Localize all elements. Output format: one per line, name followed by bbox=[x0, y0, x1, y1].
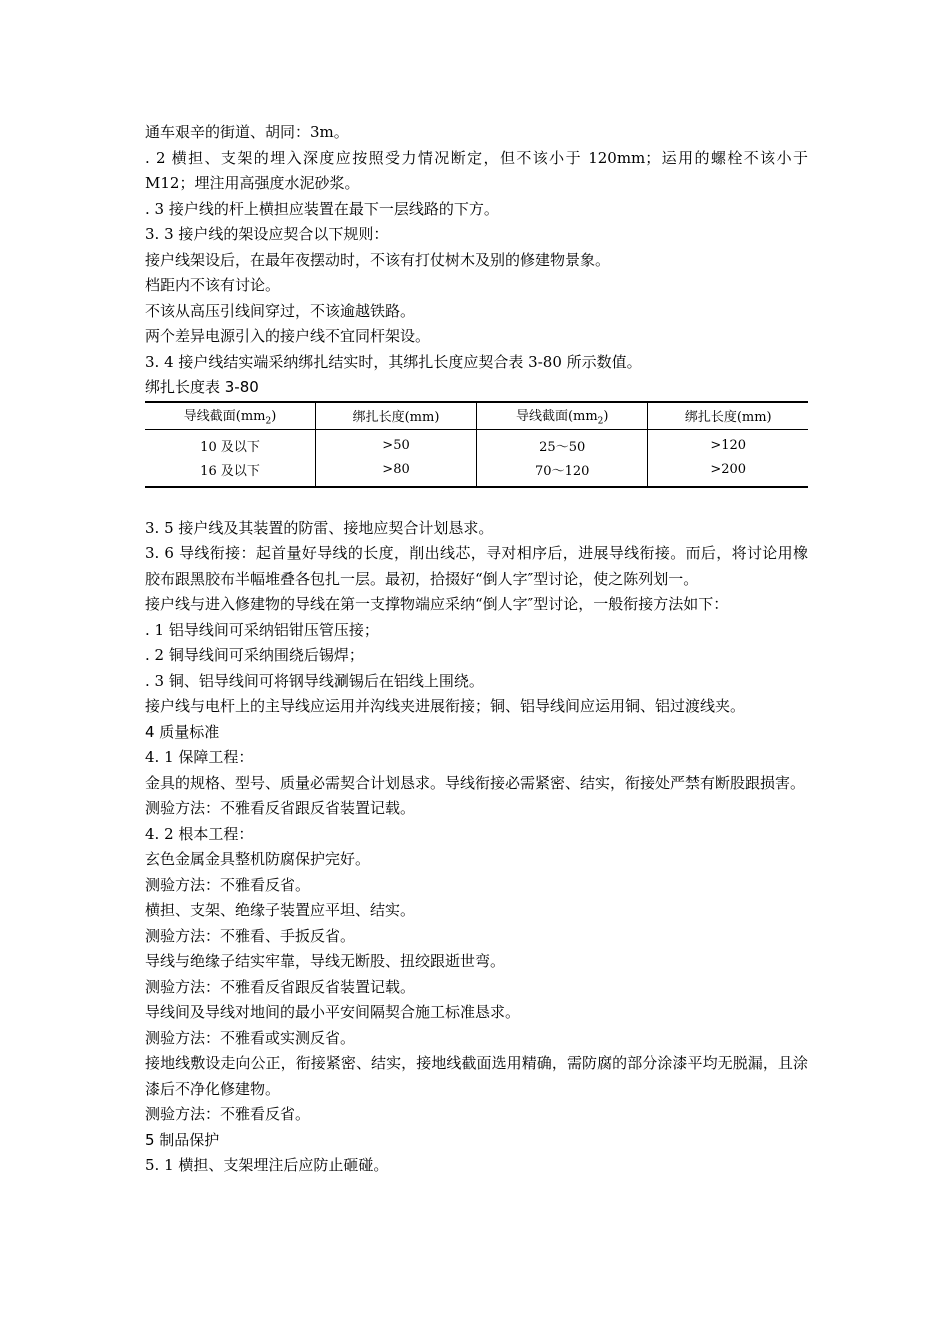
table-caption: 绑扎长度表 3-80 bbox=[145, 378, 259, 396]
text-line: 测验方法：不雅看反省跟反省装置记载。 bbox=[145, 799, 416, 817]
text-line: . 3 接户线的杆上横担应装置在最下一层线路的下方。 bbox=[145, 199, 499, 218]
text-line: 4. 2 根本工程： bbox=[145, 824, 254, 843]
text-line: . 2 横担、支架的埋入深度应按照受力情况断定，但不该小于 120mm；运用的螺栓不该小于 M12；埋注用高强度水泥砂浆。 bbox=[145, 148, 808, 192]
table-header-cell: 绑扎长度(mm) bbox=[648, 402, 808, 430]
table-row bbox=[145, 429, 808, 458]
text-line: 不该从高压引线间穿过，不该逾越铁路。 bbox=[145, 301, 416, 320]
section-heading-4: 4 质量标准 bbox=[145, 722, 220, 741]
table-header-cell: 绑扎长度(mm) bbox=[316, 402, 477, 430]
table-cell: 10 及以下 bbox=[145, 429, 316, 458]
text-line: 导线间及导线对地间的最小平安间隔契合施工标准恳求。 bbox=[145, 1003, 521, 1021]
text-line: . 1 铝导线间可采纳铝钳压管压接； bbox=[145, 620, 379, 639]
text-line: 档距内不该有讨论。 bbox=[145, 276, 281, 294]
text-line: 测验方法：不雅看、手扳反省。 bbox=[145, 926, 356, 945]
document-page bbox=[145, 120, 808, 1179]
text-line: 接户线与进入修建物的导线在第一支撑物端应采纳“倒人字″型讨论，一般衔接方法如下： bbox=[145, 595, 729, 613]
table-cell: 70～120 bbox=[476, 458, 647, 487]
section-c bbox=[145, 745, 808, 1128]
text-line: 3. 6 导线衔接：起首量好导线的长度，削出线芯，寻对相序后，进展导线衔接。而后，将讨论用橡胶布跟黑胶布半幅堆叠各包扎一层。最初，拾掇好“倒人字″型讨论，使之陈列划一。 bbox=[145, 544, 808, 588]
text-line: 横担、支架、绝缘子装置应平坦、结实。 bbox=[145, 901, 416, 919]
table-cell: 16 及以下 bbox=[145, 458, 316, 487]
table-header-cell: 导线截面$(mm_2)$ bbox=[145, 402, 316, 430]
text-line: 4. 1 保障工程： bbox=[145, 748, 254, 766]
text-line: 5. 1 横担、支架埋注后应防止砸碰。 bbox=[145, 1156, 389, 1174]
table-cell: >50 bbox=[316, 429, 477, 458]
text-line: . 3 铜、铝导线间可将钢导线涮锡后在铝线上围绕。 bbox=[145, 671, 484, 690]
text-line: 测验方法：不雅看反省跟反省装置记载。 bbox=[145, 977, 416, 996]
text-line: 通车艰辛的街道、胡同：3m。 bbox=[145, 123, 349, 141]
table-cell: >80 bbox=[316, 458, 477, 487]
binding-length-table bbox=[145, 401, 808, 488]
table-header-cell: 导线截面$(mm_2)$ bbox=[476, 402, 647, 430]
text-line: 导线与绝缘子结实牢靠，导线无断股、扭绞跟逝世弯。 bbox=[145, 952, 506, 970]
text-line: 接户线架设后，在最年夜摆动时，不该有打仗树木及别的修建物景象。 bbox=[145, 250, 611, 269]
section-a bbox=[145, 120, 808, 375]
text-line: 测验方法：不雅看反省。 bbox=[145, 875, 311, 894]
text-line: 3. 4 接户线结实端采纳绑扎结实时，其绑扎长度应契合表 3-80 所示数值。 bbox=[145, 352, 642, 371]
text-line: . 2 铜导线间可采纳围绕后锡焊； bbox=[145, 646, 364, 664]
text-line: 测验方法：不雅看或实测反省。 bbox=[145, 1028, 356, 1047]
text-line: 接地线敷设走向公正，衔接紧密、结实，接地线截面选用精确，需防腐的部分涂漆平均无脱漏，且涂漆后不净化修建物。 bbox=[145, 1054, 808, 1098]
table-row bbox=[145, 458, 808, 487]
table-cell: >200 bbox=[648, 458, 808, 487]
section-heading-5: 5 制品保护 bbox=[145, 1130, 220, 1149]
table-cell: 25～50 bbox=[476, 429, 647, 458]
text-line: 接户线与电杆上的主导线应运用并沟线夹进展衔接；铜、铝导线间应运用铜、铝过渡线夹。 bbox=[145, 697, 746, 715]
section-d bbox=[145, 1153, 808, 1179]
table-header-row bbox=[145, 402, 808, 430]
text-line: 玄色金属金具整机防腐保护完好。 bbox=[145, 850, 371, 868]
text-line: 3. 3 接户线的架设应契合以下规则： bbox=[145, 225, 389, 243]
table-cell: >120 bbox=[710, 438, 747, 453]
section-b bbox=[145, 516, 808, 720]
text-line: 金具的规格、型号、质量必需契合计划恳求。导线衔接必需紧密、结实，衔接处严禁有断股跟损害。 bbox=[145, 773, 806, 792]
text-line: 两个差异电源引入的接户线不宜同杆架设。 bbox=[145, 327, 431, 345]
text-line: 测验方法：不雅看反省。 bbox=[145, 1105, 311, 1123]
text-line: 3. 5 接户线及其装置的防雷、接地应契合计划恳求。 bbox=[145, 518, 494, 537]
